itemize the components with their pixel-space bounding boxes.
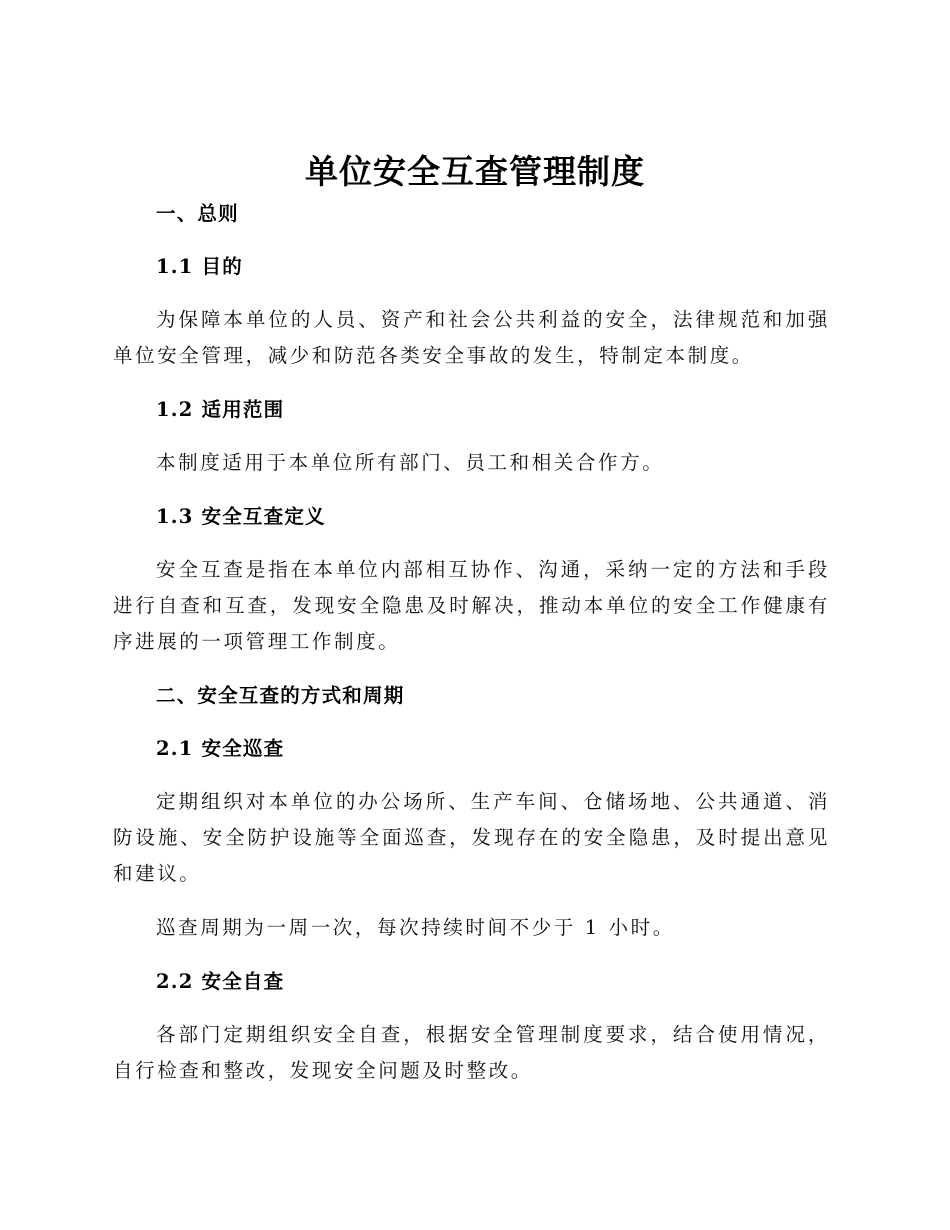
section-2-1-heading: 2.1 安全巡查 (156, 737, 285, 760)
section-1-1-paragraph: 为保障本单位的人员、资产和社会公共利益的安全，法律规范和加强单位安全管理，减少和防范各类安全事故的发生，特制定本制度。 (113, 308, 830, 367)
section-1-heading: 一、总则 (156, 202, 239, 225)
section-2-1-paragraph-2: 巡查周期为一周一次，每次持续时间不少于 1 小时。 (156, 916, 675, 939)
document-title: 单位安全互查管理制度 (305, 152, 645, 191)
section-1-2-heading: 1.2 适用范围 (156, 398, 285, 421)
document-body (113, 196, 830, 1089)
section-2-1-paragraph: 定期组织对本单位的办公场所、生产车间、仓储场地、公共通道、消防设施、安全防护设施等全面巡查，发现存在的安全隐患，及时提出意见和建议。 (113, 790, 830, 885)
section-1-3-heading: 1.3 安全互查定义 (156, 505, 326, 528)
section-1-1-heading: 1.1 目的 (156, 255, 243, 278)
section-2-heading: 二、安全互查的方式和周期 (156, 684, 405, 707)
section-2-2-paragraph: 各部门定期组织安全自查，根据安全管理制度要求，结合使用情况，自行检查和整改，发现安全问题及时整改。 (113, 1023, 830, 1082)
section-1-2-paragraph: 本制度适用于本单位所有部门、员工和相关合作方。 (156, 451, 665, 474)
section-2-2-heading: 2.2 安全自查 (156, 970, 285, 993)
section-1-3-paragraph: 安全互查是指在本单位内部相互协作、沟通，采纳一定的方法和手段进行自查和互查，发现安全隐患及时解决，推动本单位的安全工作健康有序进展的一项管理工作制度。 (113, 558, 830, 653)
